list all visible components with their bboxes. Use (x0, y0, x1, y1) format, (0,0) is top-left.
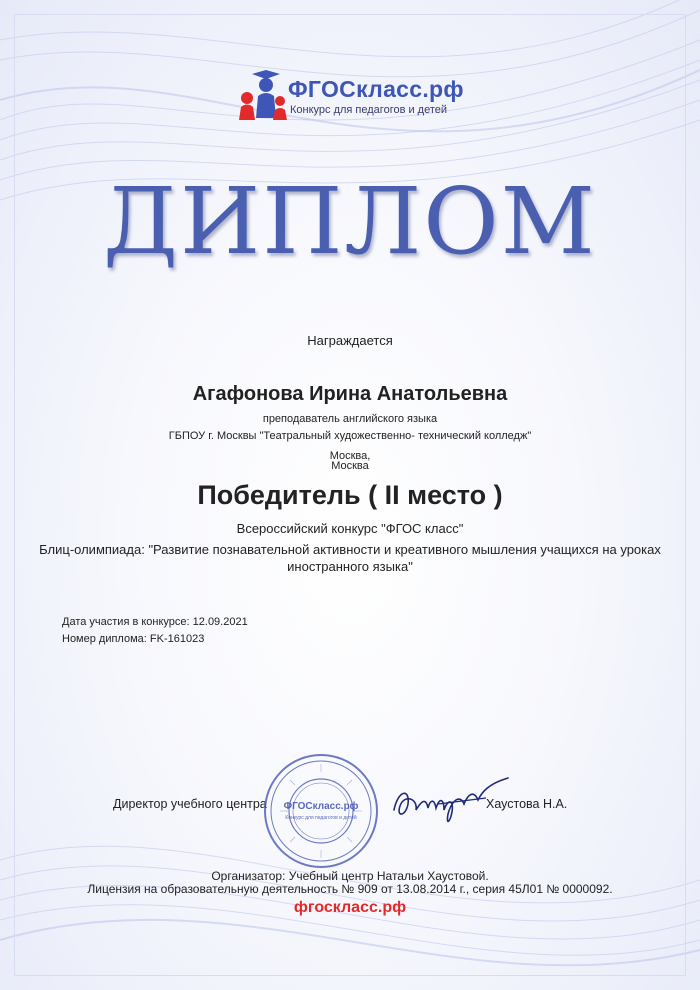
footer-site-link[interactable]: фгоскласс.рф (293, 899, 407, 916)
logo-name: ФГОСкласс.рф (288, 76, 464, 102)
awarded-label: Награждается (307, 333, 393, 348)
diploma-number: Номер диплома: FK-161023 (62, 633, 205, 645)
license-line: Лицензия на образовательную деятельность № 909 от 13.08.2014 г., серия 45Л01 № 0000092. (87, 882, 613, 896)
stamp-logo: ФГОСкласс.рф (283, 801, 359, 812)
participation-date: Дата участия в конкурсе: 12.09.2021 (62, 616, 248, 628)
director-name: Хаустова Н.А. (486, 797, 568, 811)
contest-name: Всероссийский конкурс "ФГОС класс" (236, 521, 464, 536)
recipient-position: преподаватель английского языка (262, 413, 438, 425)
official-stamp (262, 752, 380, 870)
award-title: Победитель ( II место ) (197, 480, 503, 510)
stamp-tagline: Конкурс для педагогов и детей (285, 815, 357, 821)
director-title: Директор учебного центра (113, 797, 267, 811)
diploma-title: ДИПЛОМ (103, 168, 597, 275)
site-logo (236, 70, 476, 126)
recipient-name: Агафонова Ирина Анатольевна (192, 383, 508, 405)
director-signature (388, 770, 523, 832)
city-line-2: Москва (331, 460, 369, 472)
olympiad-topic: Блиц-олимпиада: "Развитие познавательной активности и креативного мышления учащихся на уроках иностранного языка" (39, 542, 661, 574)
logo-tagline: Конкурс для педагогов и детей (290, 104, 448, 116)
city-line-1: Москва, (329, 450, 371, 462)
organizer-line: Организатор: Учебный центр Натальи Хаустовой. (211, 869, 489, 883)
teacher-children-icon (236, 70, 288, 126)
organization: ГБПОУ г. Москвы "Театральный художественно- технический колледж" (168, 430, 532, 442)
